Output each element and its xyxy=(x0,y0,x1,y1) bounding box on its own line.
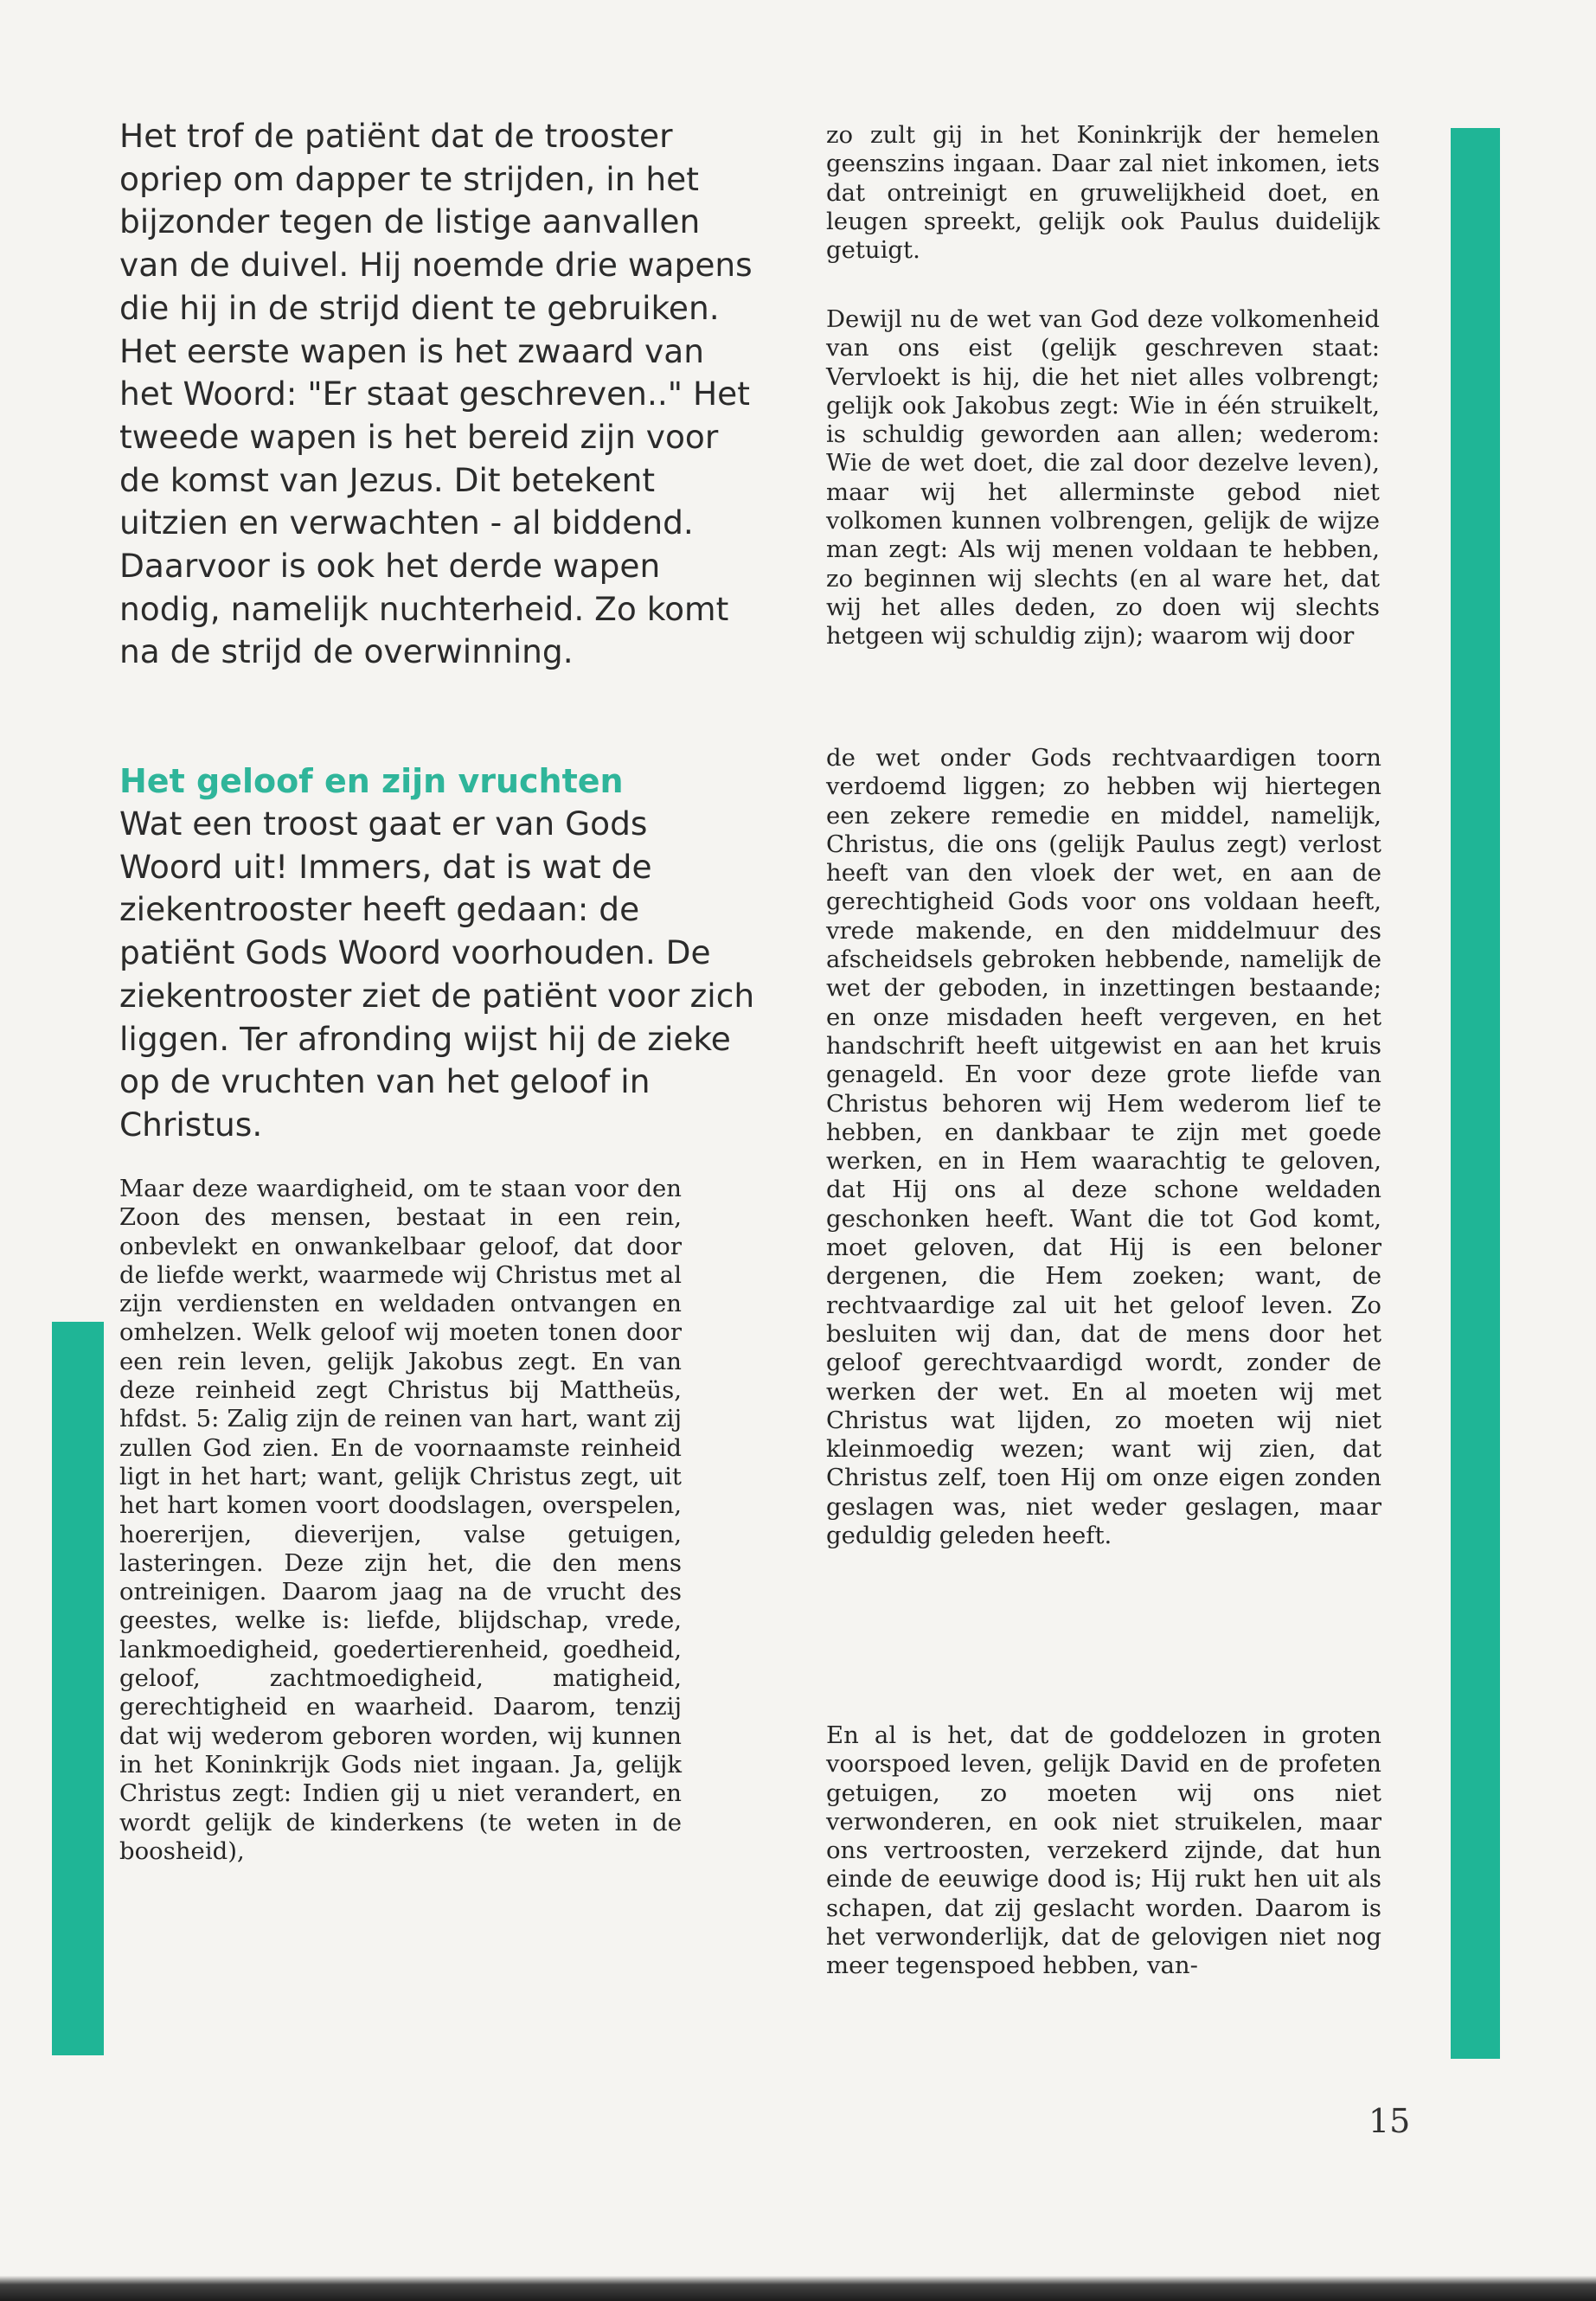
section-paragraph: Wat een troost gaat er van Gods Woord uit! Immers, dat is wat de ziekentrooster heeft gedaan: de patiënt Gods Woord voorhouden. De ziekentrooster ziet de patiënt voor zich liggen. Ter afronding wijst hij de zieke op de vruchten van het geloof in Christus. xyxy=(119,804,755,1144)
page-number: 15 xyxy=(1368,2102,1411,2140)
quotation-right-column-final: En al is het, dat de goddelozen in groten voorspoed leven, gelijk David en de profeten getuigen, zo moeten wij ons niet verwonderen, en ook niet struikelen, maar ons vertroosten, verzekerd zijnde, dat hun einde de eeuwige dood is; Hij rukt hen uit als schapen, dat zij geslacht worden. Daarom is het verwonderlijk, dat de gelovigen niet nog meer tegenspoed hebben, van- xyxy=(826,1721,1381,1980)
left-accent-bar xyxy=(52,1322,104,2055)
right-accent-bar xyxy=(1451,128,1500,2059)
intro-paragraph: Het trof de patiënt dat de trooster opriep om dapper te strijden, in het bijzonder tegen de listige aanvallen van de duivel. Hij noemde drie wapens die hij in de strijd dient te gebruiken. Het eerste wapen is het zwaard van het Woord: "Er staat geschreven.." Het tweede wapen is het bereid zijn voor de komst van Jezus. Dit betekent uitzien en verwachten - al biddend. Daarvoor is ook het derde wapen nodig, namelijk nuchterheid. Zo komt na de strijd de overwinning. xyxy=(119,117,753,671)
section-heading: Het geloof en zijn vruchten xyxy=(119,762,624,800)
scan-bottom-edge xyxy=(0,2265,1596,2301)
quotation-right-column-continued: de wet onder Gods rechtvaardigen toorn verdoemd liggen; zo hebben wij hiertegen een zekere remedie en middel, namelijk, Christus, die ons (gelijk Paulus zegt) verlost heeft van den vloek der wet, en aan de gerechtigheid Gods voor ons voldaan heeft, vrede makende, en den middelmuur des afscheidsels gebroken hebbende, namelijk de wet der geboden, in inzettingen bestaande; en onze misdaden heeft vergeven, en het handschrift heeft uitgewist en aan het kruis genageld. En voor deze grote liefde van Christus behoren wij Hem wederom lief te hebben, en dankbaar te zijn met goede werken, en in Hem waarachtig te geloven, dat Hij ons al deze schone weldaden geschonken heeft. Want die tot God komt, moet geloven, dat Hij is een beloner dergenen, die Hem zoeken; want, de rechtvaardige zal uit het geloof leven. Zo besluiten wij dan, dat de mens door het geloof gerechtvaardigd wordt, zonder de werken der wet. En al moeten wij met Christus wat lijden, zo moeten wij niet kleinmoedig wezen; want wij zien, dat Christus zelf, toen Hij om onze eigen zonden geslagen was, niet weder geslagen, maar geduldig geleden heeft. xyxy=(826,744,1381,1550)
quotation-right-column-top: zo zult gij in het Koninkrijk der hemelen geenszins ingaan. Daar zal niet inkomen, iets dat ontreinigt en gruwelijkheid doet, en leugen spreekt, gelijk ook Paulus duidelijk getuigt. xyxy=(826,121,1380,265)
quotation-left-column: Maar deze waardigheid, om te staan voor den Zoon des mensen, bestaat in een rein, onbevlekt en onwankelbaar geloof, dat door de liefde werkt, waarmede wij Christus met al zijn verdiensten en weldaden ontvangen en omhelzen. Welk geloof wij moeten tonen door een rein leven, gelijk Jakobus zegt. En van deze reinheid zegt Christus bij Mattheüs, hfdst. 5: Zalig zijn de reinen van hart, want zij zullen God zien. En de voornaamste reinheid ligt in het hart; want, gelijk Christus zegt, uit het hart komen voort doodslagen, overspelen, hoererijen, dieverijen, valse getuigen, lasteringen. Deze zijn het, die den mens ontreinigen. Daarom jaag na de vrucht des geestes, welke is: liefde, blijdschap, vrede, lankmoedigheid, goedertierenheid, goedheid, geloof, zachtmoedigheid, matigheid, gerechtigheid en waarheid. Daarom, tenzij dat wij wederom geboren worden, wij kunnen in het Koninkrijk Gods niet ingaan. Ja, gelijk Christus zegt: Indien gij u niet verandert, en wordt gelijk de kinderkens (te weten in de boosheid), xyxy=(119,1175,682,1865)
quotation-right-column-paragraph: Dewijl nu de wet van God deze volkomenheid van ons eist (gelijk geschreven staat: Vervloekt is hij, die het niet alles volbrengt; gelijk ook Jakobus zegt: Wie in één struikelt, is schuldig geworden aan allen; wederom: Wie de wet doet, die zal door dezelve leven), maar wij het allerminste gebod niet volkomen kunnen volbrengen, gelijk de wijze man zegt: Als wij menen voldaan te hebben, zo beginnen wij slechts (en al ware het, dat wij het alles deden, zo doen wij slechts hetgeen wij schuldig zijn); waarom wij door xyxy=(826,305,1380,651)
